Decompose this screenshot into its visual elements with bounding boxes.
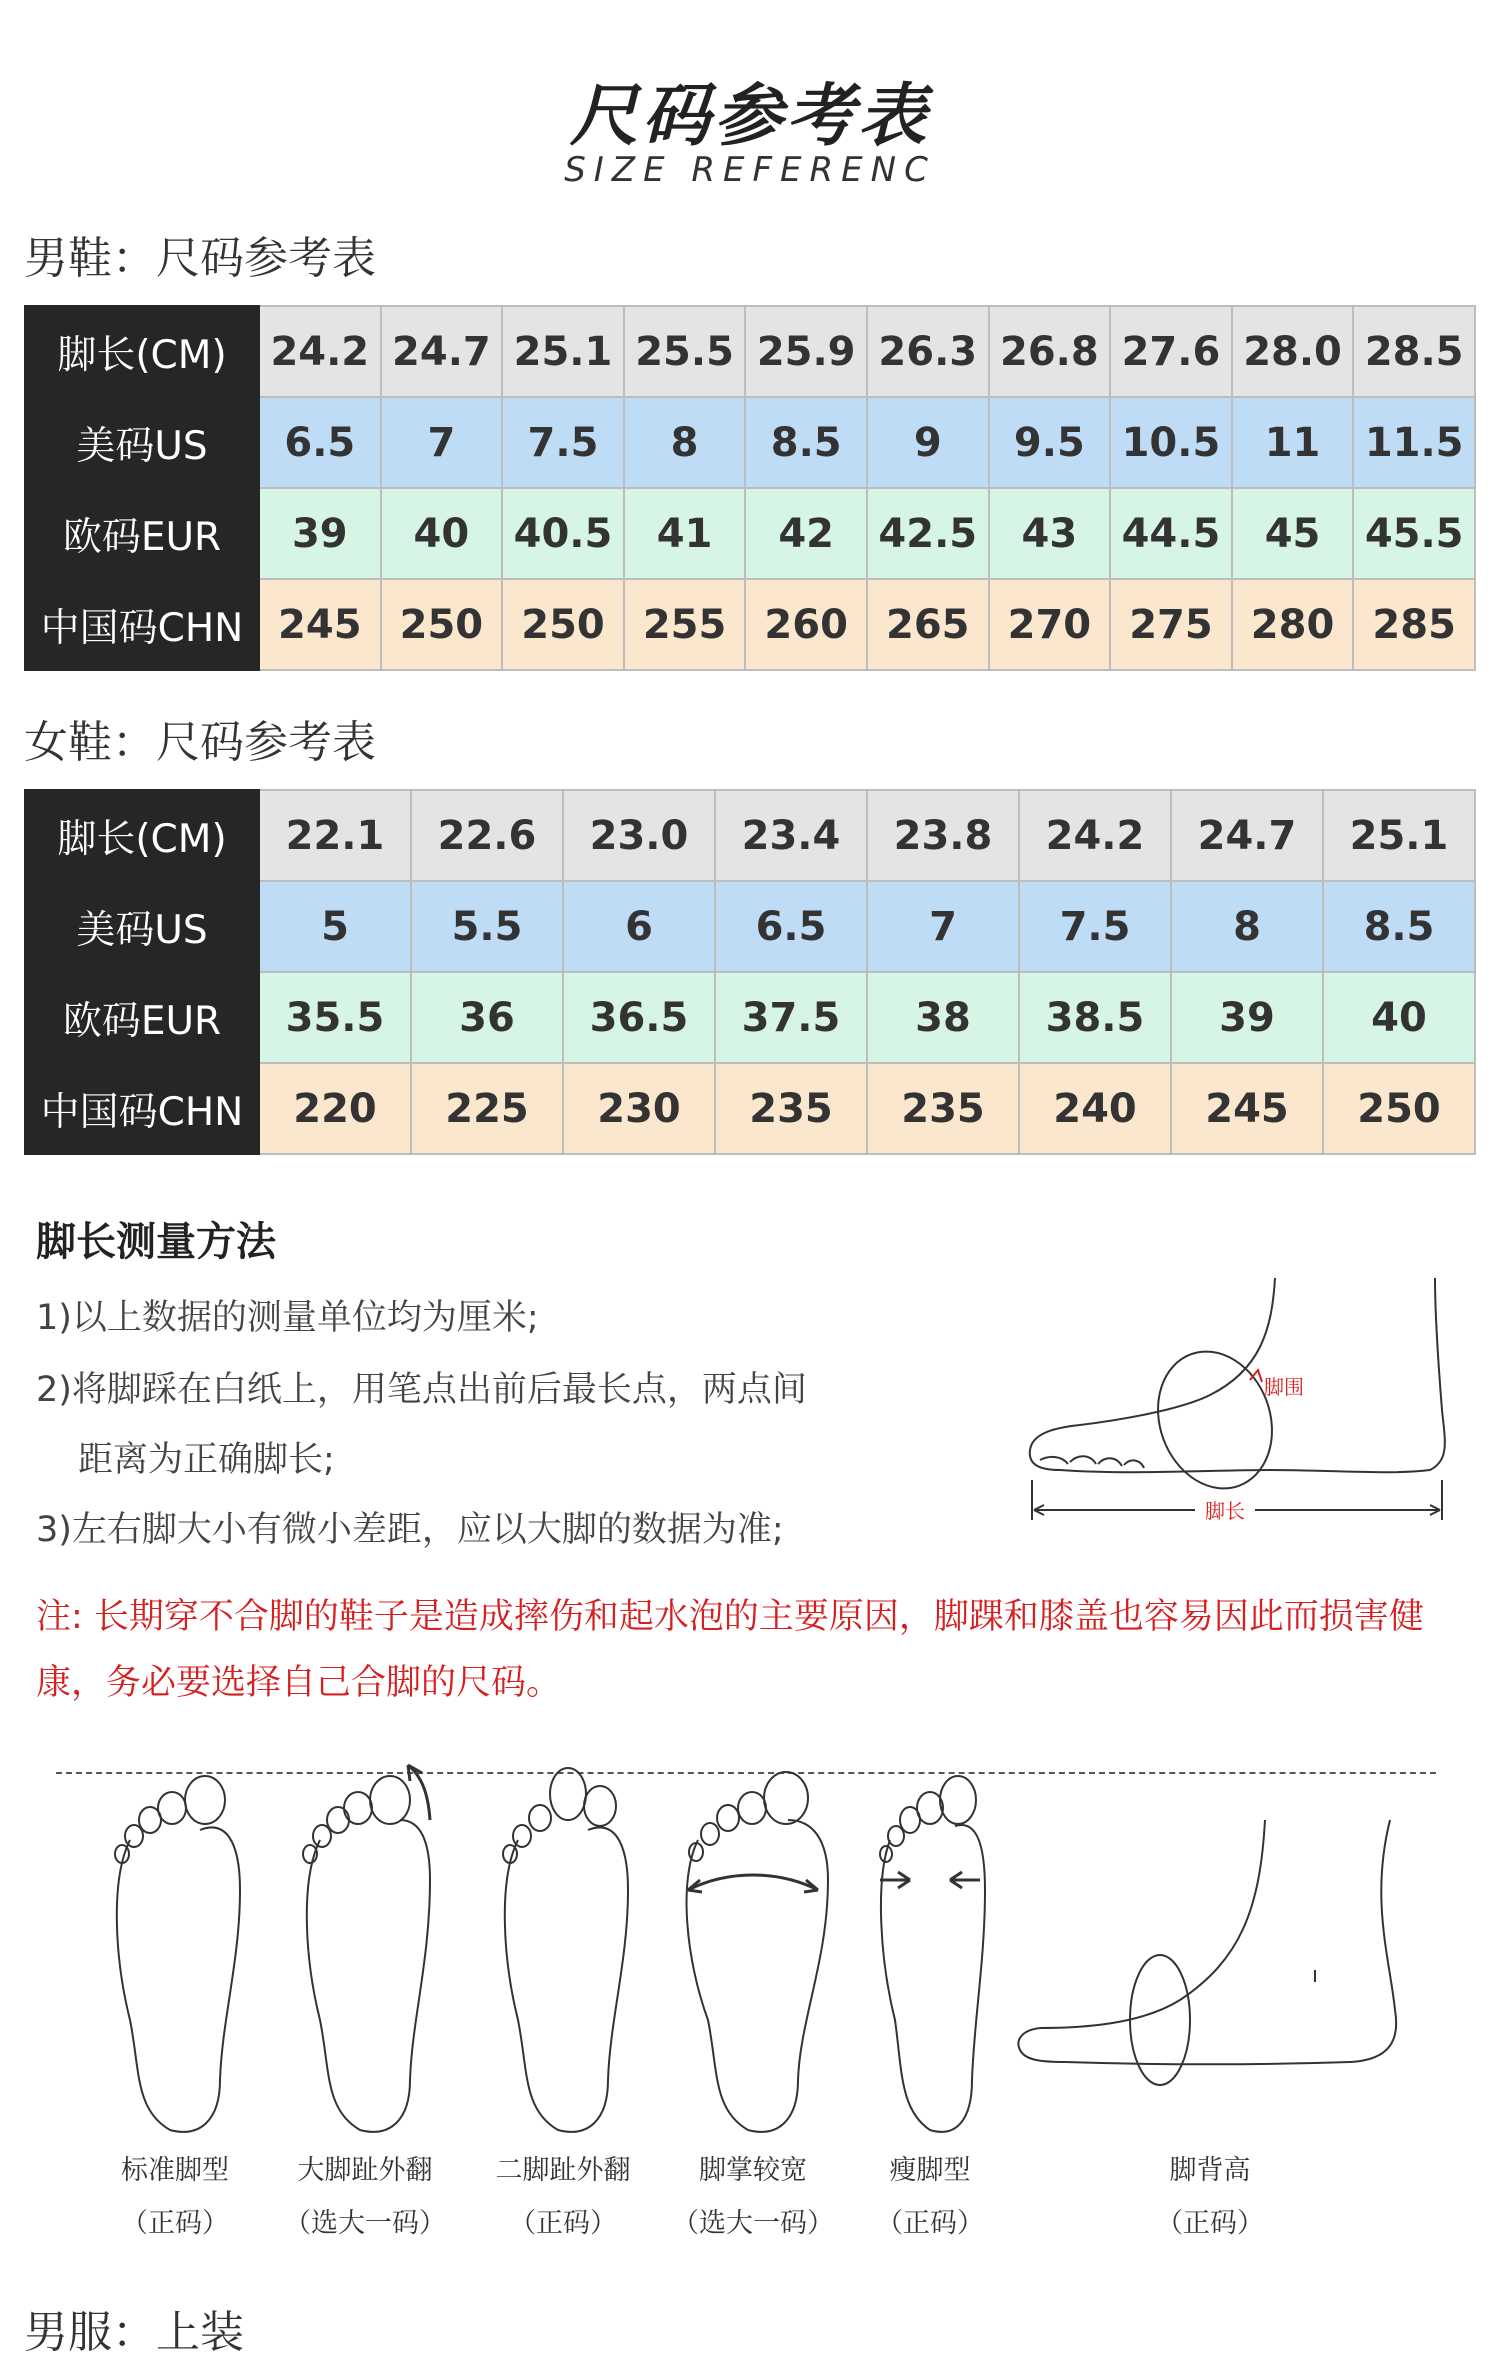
foot-side-icon: [1010, 1270, 1460, 1550]
measure-line-3: 3)左右脚大小有微小差距，应以大脚的数据为准;: [36, 1510, 784, 1550]
foot-type-advice: （正码）: [509, 2208, 617, 2239]
table-cell: 5: [259, 881, 411, 972]
table-cell: 27.6: [1110, 306, 1232, 397]
table-cell: 9.5: [989, 397, 1111, 488]
men-size-table: [24, 305, 1476, 671]
table-cell: 40: [1323, 972, 1475, 1063]
table-cell: 22.6: [411, 790, 563, 881]
foot-type-name: 脚掌较宽: [699, 2155, 807, 2186]
foot-type-slim: [850, 1760, 1010, 2240]
table-cell: 23.4: [715, 790, 867, 881]
table-cell: 45.5: [1353, 488, 1475, 579]
men-row-cm: [25, 306, 1475, 397]
foot-type-name: 二脚趾外翻: [495, 2155, 631, 2186]
table-cell: 25.9: [745, 306, 867, 397]
table-cell: 37.5: [715, 972, 867, 1063]
foot-type-advice: （正码）: [1156, 2208, 1264, 2239]
men-row-chn: [25, 579, 1475, 670]
table-cell: 5.5: [411, 881, 563, 972]
table-cell: 28.5: [1353, 306, 1475, 397]
foot-type-advice: （正码）: [121, 2208, 229, 2239]
foot-wide-icon: [668, 1760, 838, 2140]
page-title: 尺码参考表: [569, 77, 930, 156]
table-cell: 275: [1110, 579, 1232, 670]
women-row-chn: [25, 1063, 1475, 1154]
table-cell: 6: [563, 881, 715, 972]
foot-second-toe-icon: [478, 1760, 648, 2140]
length-label: 脚长: [1205, 1499, 1245, 1523]
bottom-section-label: 男服：上装: [24, 2307, 244, 2358]
table-cell: 270: [989, 579, 1111, 670]
women-size-table: [24, 789, 1476, 1155]
table-cell: 8: [624, 397, 746, 488]
foot-type-advice: （选大一码）: [284, 2208, 446, 2239]
table-cell: 7: [867, 881, 1019, 972]
foot-type-wide: [668, 1760, 838, 2240]
foot-type-name: 脚背高: [1169, 2155, 1251, 2186]
table-cell: 45: [1232, 488, 1354, 579]
row-header: 欧码EUR: [25, 972, 259, 1063]
row-header: 中国码CHN: [25, 579, 259, 670]
table-cell: 25.1: [1323, 790, 1475, 881]
women-row-eur: [25, 972, 1475, 1063]
table-cell: 40: [381, 488, 503, 579]
table-cell: 23.0: [563, 790, 715, 881]
table-cell: 9: [867, 397, 989, 488]
foot-standard-icon: [90, 1760, 260, 2140]
table-cell: 11.5: [1353, 397, 1475, 488]
table-cell: 11: [1232, 397, 1354, 488]
table-cell: 245: [1171, 1063, 1323, 1154]
warning-note: 注: 长期穿不合脚的鞋子是造成摔伤和起水泡的主要原因，脚踝和膝盖也容易因此而损害健康，务必要选择自己合脚的尺码。: [36, 1597, 1424, 1703]
table-cell: 285: [1353, 579, 1475, 670]
table-cell: 24.7: [1171, 790, 1323, 881]
women-row-cm: [25, 790, 1475, 881]
table-cell: 26.8: [989, 306, 1111, 397]
table-cell: 36.5: [563, 972, 715, 1063]
foot-high-instep-icon: [1010, 1760, 1410, 2140]
table-cell: 43: [989, 488, 1111, 579]
table-cell: 24.7: [381, 306, 503, 397]
table-cell: 8: [1171, 881, 1323, 972]
table-cell: 265: [867, 579, 989, 670]
page-subtitle: SIZE REFERENC: [564, 150, 936, 190]
measure-line-2b: 距离为正确脚长;: [78, 1440, 335, 1480]
foot-type-name: 标准脚型: [121, 2155, 229, 2186]
table-cell: 10.5: [1110, 397, 1232, 488]
foot-type-name: 瘦脚型: [889, 2155, 971, 2186]
row-header: 脚长(CM): [25, 790, 259, 881]
table-cell: 35.5: [259, 972, 411, 1063]
table-cell: 44.5: [1110, 488, 1232, 579]
table-cell: 235: [867, 1063, 1019, 1154]
measure-line-2: 2)将脚踩在白纸上，用笔点出前后最长点，两点间: [36, 1370, 807, 1410]
foot-bunion-icon: [280, 1760, 450, 2140]
table-cell: 22.1: [259, 790, 411, 881]
table-cell: 220: [259, 1063, 411, 1154]
table-cell: 7.5: [502, 397, 624, 488]
foot-slim-icon: [850, 1760, 1010, 2140]
table-cell: 8.5: [1323, 881, 1475, 972]
foot-type-name: 大脚趾外翻: [297, 2155, 433, 2186]
row-header: 中国码CHN: [25, 1063, 259, 1154]
women-row-us: [25, 881, 1475, 972]
table-cell: 23.8: [867, 790, 1019, 881]
men-row-eur: [25, 488, 1475, 579]
table-cell: 250: [502, 579, 624, 670]
table-cell: 24.2: [1019, 790, 1171, 881]
row-header: 美码US: [25, 397, 259, 488]
table-cell: 39: [1171, 972, 1323, 1063]
table-cell: 25.5: [624, 306, 746, 397]
table-cell: 24.2: [259, 306, 381, 397]
table-cell: 240: [1019, 1063, 1171, 1154]
table-cell: 280: [1232, 579, 1354, 670]
table-cell: 39: [259, 488, 381, 579]
foot-type-standard: [90, 1760, 260, 2240]
women-section-label: 女鞋：尺码参考表: [24, 717, 376, 768]
table-cell: 26.3: [867, 306, 989, 397]
table-cell: 25.1: [502, 306, 624, 397]
table-cell: 28.0: [1232, 306, 1354, 397]
table-cell: 250: [381, 579, 503, 670]
table-cell: 42.5: [867, 488, 989, 579]
foot-type-second-toe: [478, 1760, 648, 2240]
table-cell: 40.5: [502, 488, 624, 579]
men-row-us: [25, 397, 1475, 488]
table-cell: 245: [259, 579, 381, 670]
foot-type-bunion: [280, 1760, 450, 2240]
table-cell: 41: [624, 488, 746, 579]
table-cell: 250: [1323, 1063, 1475, 1154]
table-cell: 255: [624, 579, 746, 670]
table-cell: 225: [411, 1063, 563, 1154]
table-cell: 260: [745, 579, 867, 670]
table-cell: 42: [745, 488, 867, 579]
table-cell: 235: [715, 1063, 867, 1154]
measure-title: 脚长测量方法: [36, 1219, 276, 1265]
foot-type-advice: （正码）: [876, 2208, 984, 2239]
table-cell: 36: [411, 972, 563, 1063]
table-cell: 230: [563, 1063, 715, 1154]
table-cell: 38: [867, 972, 1019, 1063]
row-header: 脚长(CM): [25, 306, 259, 397]
table-cell: 6.5: [259, 397, 381, 488]
table-cell: 6.5: [715, 881, 867, 972]
girth-label: 脚围: [1264, 1375, 1304, 1399]
foot-type-advice: （选大一码）: [672, 2208, 834, 2239]
foot-measure-diagram: [1010, 1270, 1460, 1550]
table-cell: 7.5: [1019, 881, 1171, 972]
row-header: 欧码EUR: [25, 488, 259, 579]
table-cell: 8.5: [745, 397, 867, 488]
row-header: 美码US: [25, 881, 259, 972]
foot-type-high-instep: [1010, 1760, 1410, 2240]
table-cell: 7: [381, 397, 503, 488]
measure-line-1: 1)以上数据的测量单位均为厘米;: [36, 1298, 539, 1338]
men-section-label: 男鞋：尺码参考表: [24, 233, 376, 284]
table-cell: 38.5: [1019, 972, 1171, 1063]
